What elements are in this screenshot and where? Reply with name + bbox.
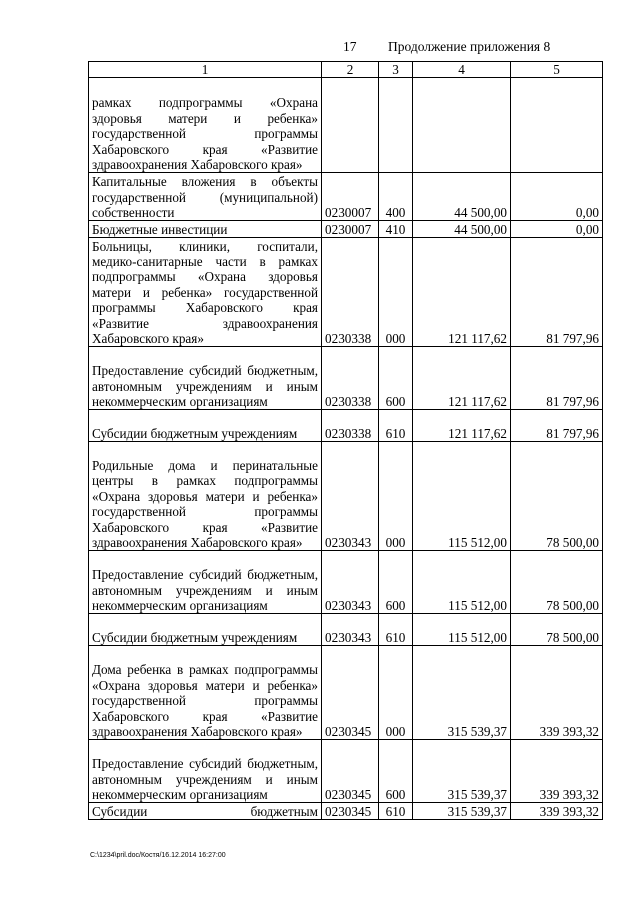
row-sum-2015: 339 393,32 xyxy=(511,740,603,803)
row-sum-2015: 81 797,96 xyxy=(511,410,603,442)
budget-table xyxy=(88,61,603,820)
column-header: 3 xyxy=(379,62,413,78)
table-row xyxy=(89,442,603,551)
row-sum-2014: 315 539,37 xyxy=(413,803,511,820)
row-sum-2015: 81 797,96 xyxy=(511,238,603,347)
row-name: Капитальные вложения в объекты государственной (муниципальной) собственности xyxy=(92,174,318,220)
row-sum-2015: 81 797,96 xyxy=(511,347,603,410)
row-vr: 600 xyxy=(379,740,413,803)
page-header xyxy=(0,39,640,57)
table-row xyxy=(89,173,603,221)
row-sum-2015: 78 500,00 xyxy=(511,551,603,614)
row-sum-2014: 315 539,37 xyxy=(413,646,511,740)
row-code xyxy=(322,78,379,173)
row-vr: 610 xyxy=(379,803,413,820)
file-path-footer: C:\1234\pril.doc/Костя/16.12.2014 16:27:00 xyxy=(90,852,226,859)
column-header: 5 xyxy=(511,62,603,78)
row-name: Больницы, клиники, госпитали, медико-санитарные части в рамках подпрограммы «Охрана здоровья матери и ребенка» государственной программы Хабаровского края «Развитие здравоохранения Хабаровского края» xyxy=(92,238,318,346)
row-code: 0230343 xyxy=(322,551,379,614)
row-vr: 600 xyxy=(379,347,413,410)
row-code: 0230338 xyxy=(322,410,379,442)
table-row xyxy=(89,614,603,646)
row-code: 0230338 xyxy=(322,347,379,410)
row-vr: 610 xyxy=(379,614,413,646)
row-name: Субсидии бюджетным учреждениям xyxy=(92,426,298,441)
column-header: 1 xyxy=(89,62,322,78)
row-vr: 400 xyxy=(379,173,413,221)
row-name: Субсидии бюджетным xyxy=(92,804,318,819)
row-vr: 600 xyxy=(379,551,413,614)
row-name: Родильные дома и перинатальные центры в рамках подпрограммы «Охрана здоровья матери и ребенка» государственной программы Хабаровского края «Развитие здравоохранения Хабаровского края» xyxy=(92,457,318,550)
row-vr: 610 xyxy=(379,410,413,442)
row-name: рамках подпрограммы «Охрана здоровья матери и ребенка» государственной программы Хабаровского края «Развитие здравоохранения Хабаровского края» xyxy=(92,95,318,172)
row-sum-2015: 339 393,32 xyxy=(511,646,603,740)
row-sum-2014: 121 117,62 xyxy=(413,347,511,410)
table-row xyxy=(89,551,603,614)
row-code: 0230345 xyxy=(322,803,379,820)
row-sum-2015: 78 500,00 xyxy=(511,614,603,646)
row-code: 0230343 xyxy=(322,442,379,551)
row-code: 0230338 xyxy=(322,238,379,347)
row-vr: 000 xyxy=(379,442,413,551)
row-code: 0230345 xyxy=(322,740,379,803)
row-name: Субсидии бюджетным учреждениям xyxy=(92,630,298,645)
row-vr: 000 xyxy=(379,646,413,740)
row-sum-2014 xyxy=(413,78,511,173)
row-code: 0230345 xyxy=(322,646,379,740)
table-row xyxy=(89,78,603,173)
row-sum-2015: 339 393,32 xyxy=(511,803,603,820)
row-name: Бюджетные инвестиции xyxy=(92,222,228,237)
row-sum-2014: 44 500,00 xyxy=(413,221,511,238)
row-vr xyxy=(379,78,413,173)
row-sum-2015 xyxy=(511,78,603,173)
row-vr: 000 xyxy=(379,238,413,347)
row-code: 0230343 xyxy=(322,614,379,646)
row-vr: 410 xyxy=(379,221,413,238)
row-sum-2014: 44 500,00 xyxy=(413,173,511,221)
row-sum-2014: 115 512,00 xyxy=(413,614,511,646)
row-sum-2015: 0,00 xyxy=(511,221,603,238)
row-sum-2014: 315 539,37 xyxy=(413,740,511,803)
row-name: Предоставление субсидий бюджетным, автономным учреждениям и иным некоммерческим организациям xyxy=(92,756,318,802)
row-sum-2014: 121 117,62 xyxy=(413,410,511,442)
table-header-row xyxy=(89,62,603,78)
row-name: Предоставление субсидий бюджетным, автономным учреждениям и иным некоммерческим организациям xyxy=(92,363,318,409)
table-row xyxy=(89,221,603,238)
row-name: Дома ребенка в рамках подпрограммы «Охрана здоровья матери и ребенка» государственной программы Хабаровского края «Развитие здравоохранения Хабаровского края» xyxy=(92,662,318,739)
row-name: Предоставление субсидий бюджетным, автономным учреждениям и иным некоммерческим организациям xyxy=(92,567,318,613)
table-row xyxy=(89,410,603,442)
table-row xyxy=(89,238,603,347)
table-row xyxy=(89,347,603,410)
table-row xyxy=(89,803,603,820)
row-code: 0230007 xyxy=(322,221,379,238)
table-row xyxy=(89,646,603,740)
row-code: 0230007 xyxy=(322,173,379,221)
row-sum-2014: 115 512,00 xyxy=(413,551,511,614)
row-sum-2014: 121 117,62 xyxy=(413,238,511,347)
row-sum-2015: 78 500,00 xyxy=(511,442,603,551)
row-sum-2015: 0,00 xyxy=(511,173,603,221)
column-header: 2 xyxy=(322,62,379,78)
column-header: 4 xyxy=(413,62,511,78)
appendix-title: Продолжение приложения 8 xyxy=(388,39,551,54)
table-row xyxy=(89,740,603,803)
page-number: 17 xyxy=(343,39,357,54)
row-sum-2014: 115 512,00 xyxy=(413,442,511,551)
